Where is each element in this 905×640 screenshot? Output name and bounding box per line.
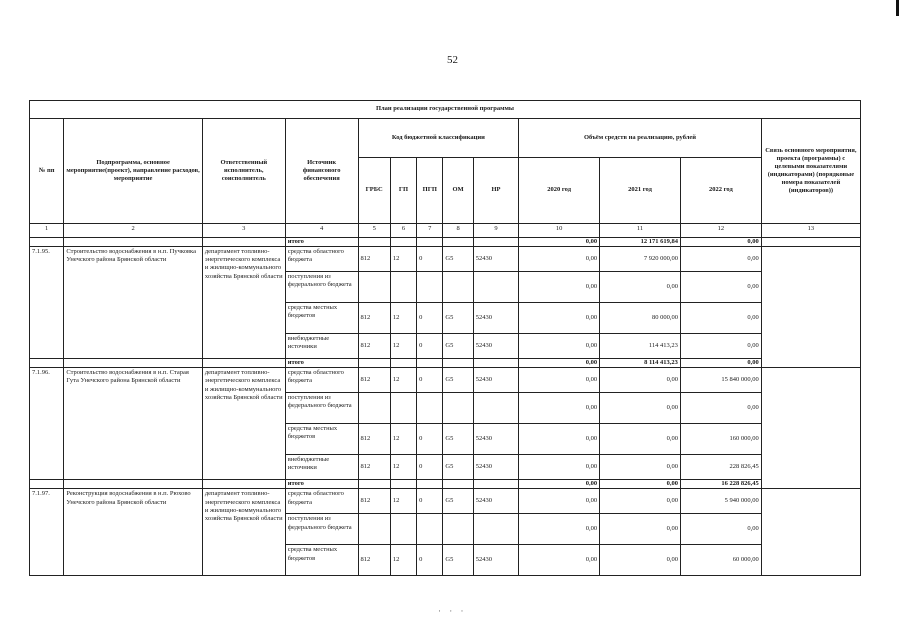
funding-source: средства областного бюджета (285, 368, 358, 393)
table-row-total (30, 359, 861, 368)
indicator-link-cell (761, 247, 860, 368)
total-label: итого (285, 359, 358, 368)
code-nr (473, 514, 518, 545)
code-om (443, 272, 473, 303)
code-gp: 12 (390, 247, 416, 272)
column-number: 1 (30, 224, 64, 238)
column-number: 4 (285, 224, 358, 238)
value-2021: 0,00 (600, 545, 681, 576)
table-row-previous-total (30, 238, 861, 247)
value-2021: 0,00 (600, 424, 681, 455)
program-plan-table (29, 100, 861, 576)
column-number: 11 (600, 224, 681, 238)
total-2021: 12 171 619,84 (600, 238, 681, 247)
code-grbs: 812 (358, 303, 390, 334)
table-row (30, 489, 861, 514)
header-grbs: ГРБС (358, 158, 390, 224)
total-2020: 0,00 (519, 480, 600, 489)
value-2022: 5 940 000,00 (680, 489, 761, 514)
code-gp: 12 (390, 303, 416, 334)
code-nr: 52430 (473, 368, 518, 393)
value-2020: 0,00 (519, 393, 600, 424)
code-om: G5 (443, 489, 473, 514)
table-row (30, 247, 861, 272)
code-pgp: 0 (417, 424, 443, 455)
value-2021: 0,00 (600, 514, 681, 545)
code-nr: 52430 (473, 424, 518, 455)
value-2021: 114 413,23 (600, 334, 681, 359)
value-2020: 0,00 (519, 424, 600, 455)
code-pgp: 0 (417, 368, 443, 393)
activity-number: 7.1.96. (30, 368, 64, 480)
code-om: G5 (443, 455, 473, 480)
code-nr: 52430 (473, 303, 518, 334)
header-year-2021: 2021 год (600, 158, 681, 224)
code-grbs: 812 (358, 545, 390, 576)
value-2022: 228 826,45 (680, 455, 761, 480)
value-2020: 0,00 (519, 334, 600, 359)
value-2021: 80 000,00 (600, 303, 681, 334)
header-volume-group: Объём средств на реализацию, рублей (519, 119, 762, 158)
total-label: итого (285, 480, 358, 489)
code-grbs: 812 (358, 334, 390, 359)
total-2020: 0,00 (519, 238, 600, 247)
value-2022: 0,00 (680, 514, 761, 545)
column-number: 2 (64, 224, 202, 238)
code-pgp: 0 (417, 545, 443, 576)
value-2020: 0,00 (519, 545, 600, 576)
code-gp (390, 514, 416, 545)
code-nr: 52430 (473, 334, 518, 359)
code-gp (390, 272, 416, 303)
funding-source: средства местных бюджетов (285, 303, 358, 334)
activity-responsible: департамент топливно-энергетического комплекса и жилищно-коммунального хозяйства Брянской области (202, 489, 285, 576)
code-nr: 52430 (473, 247, 518, 272)
total-2021: 0,00 (600, 480, 681, 489)
code-om: G5 (443, 334, 473, 359)
page-number: 52 (447, 54, 458, 66)
header-indicator-link: Связь основного мероприятия, проекта (программы) с целевыми показателями (индикаторами) (порядковые номера показателей (индикаторов)) (761, 119, 860, 224)
code-om: G5 (443, 247, 473, 272)
column-number: 7 (417, 224, 443, 238)
funding-source: средства областного бюджета (285, 489, 358, 514)
activity-name: Строительство водоснабжения в н.п. Пучковка Унечского района Брянской области (64, 247, 202, 359)
total-label: итого (285, 238, 358, 247)
column-number: 10 (519, 224, 600, 238)
code-nr (473, 393, 518, 424)
code-nr: 52430 (473, 545, 518, 576)
value-2022: 160 000,00 (680, 424, 761, 455)
value-2020: 0,00 (519, 272, 600, 303)
value-2021: 0,00 (600, 368, 681, 393)
column-number: 12 (680, 224, 761, 238)
funding-source: поступления из федерального бюджета (285, 393, 358, 424)
total-2022: 0,00 (680, 238, 761, 247)
header-nr: НР (473, 158, 518, 224)
activity-name: Строительство водоснабжения в н.п. Старая Гута Унечского района Брянской области (64, 368, 202, 480)
header-om: ОМ (443, 158, 473, 224)
code-grbs: 812 (358, 455, 390, 480)
code-nr: 52430 (473, 489, 518, 514)
value-2021: 0,00 (600, 393, 681, 424)
column-number: 8 (443, 224, 473, 238)
activity-responsible: департамент топливно-энергетического комплекса и жилищно-коммунального хозяйства Брянской области (202, 368, 285, 480)
total-2022: 0,00 (680, 359, 761, 368)
value-2022: 0,00 (680, 247, 761, 272)
code-om: G5 (443, 368, 473, 393)
funding-source: средства областного бюджета (285, 247, 358, 272)
header-budget-code-group: Код бюджетной классификации (358, 119, 519, 158)
column-number: 5 (358, 224, 390, 238)
value-2022: 15 840 000,00 (680, 368, 761, 393)
activity-number: 7.1.97. (30, 489, 64, 576)
code-pgp: 0 (417, 455, 443, 480)
code-gp: 12 (390, 455, 416, 480)
code-grbs: 812 (358, 489, 390, 514)
value-2022: 0,00 (680, 303, 761, 334)
code-gp: 12 (390, 489, 416, 514)
value-2020: 0,00 (519, 303, 600, 334)
value-2022: 0,00 (680, 393, 761, 424)
column-number-row (30, 224, 861, 238)
funding-source: поступления из федерального бюджета (285, 272, 358, 303)
scan-edge-mark (896, 0, 899, 16)
code-gp: 12 (390, 334, 416, 359)
value-2020: 0,00 (519, 247, 600, 272)
indicator-link-cell (761, 489, 860, 576)
funding-source: внебюджетные источники (285, 334, 358, 359)
header-responsible: Ответственный исполнитель, соисполнитель (202, 119, 285, 224)
code-pgp: 0 (417, 489, 443, 514)
value-2020: 0,00 (519, 514, 600, 545)
total-2021: 8 114 413,23 (600, 359, 681, 368)
header-name: Подпрограмма, основное мероприятие(проект), направление расходов, мероприятие (64, 119, 202, 224)
activity-name: Реконструкция водоснабжения в н.п. Рюхово Унечского района Брянской области (64, 489, 202, 576)
column-number: 9 (473, 224, 518, 238)
table-row (30, 368, 861, 393)
total-2022: 16 228 826,45 (680, 480, 761, 489)
code-grbs (358, 272, 390, 303)
header-year-2020: 2020 год (519, 158, 600, 224)
activity-number: 7.1.95. (30, 247, 64, 359)
code-gp: 12 (390, 545, 416, 576)
code-pgp: 0 (417, 303, 443, 334)
code-grbs (358, 393, 390, 424)
value-2022: 60 000,00 (680, 545, 761, 576)
code-pgp (417, 272, 443, 303)
code-grbs: 812 (358, 424, 390, 455)
code-om: G5 (443, 303, 473, 334)
value-2021: 7 920 000,00 (600, 247, 681, 272)
column-number: 3 (202, 224, 285, 238)
header-no: № пп (30, 119, 64, 224)
code-gp: 12 (390, 424, 416, 455)
code-nr: 52430 (473, 455, 518, 480)
value-2020: 0,00 (519, 489, 600, 514)
table-title: План реализации государственной программы (30, 101, 861, 119)
header-year-2022: 2022 год (680, 158, 761, 224)
code-pgp (417, 514, 443, 545)
code-grbs: 812 (358, 247, 390, 272)
code-grbs: 812 (358, 368, 390, 393)
value-2021: 0,00 (600, 489, 681, 514)
header-pgp: ПГП (417, 158, 443, 224)
funding-source: внебюджетные источники (285, 455, 358, 480)
activity-responsible: департамент топливно-энергетического комплекса и жилищно-коммунального хозяйства Брянской области (202, 247, 285, 359)
value-2021: 0,00 (600, 455, 681, 480)
code-grbs (358, 514, 390, 545)
code-om: G5 (443, 545, 473, 576)
scan-artifact: · · · (438, 606, 467, 616)
value-2020: 0,00 (519, 368, 600, 393)
funding-source: средства местных бюджетов (285, 424, 358, 455)
table-row-total (30, 480, 861, 489)
column-number: 6 (390, 224, 416, 238)
indicator-link-cell (761, 368, 860, 489)
code-om (443, 393, 473, 424)
code-om (443, 514, 473, 545)
code-pgp (417, 393, 443, 424)
value-2020: 0,00 (519, 455, 600, 480)
funding-source: поступления из федерального бюджета (285, 514, 358, 545)
value-2022: 0,00 (680, 334, 761, 359)
code-pgp: 0 (417, 334, 443, 359)
total-2020: 0,00 (519, 359, 600, 368)
header-gp: ГП (390, 158, 416, 224)
header-source: Источник финансового обеспечения (285, 119, 358, 224)
code-gp: 12 (390, 368, 416, 393)
code-nr (473, 272, 518, 303)
funding-source: средства местных бюджетов (285, 545, 358, 576)
value-2022: 0,00 (680, 272, 761, 303)
code-pgp: 0 (417, 247, 443, 272)
code-gp (390, 393, 416, 424)
value-2021: 0,00 (600, 272, 681, 303)
column-number: 13 (761, 224, 860, 238)
code-om: G5 (443, 424, 473, 455)
